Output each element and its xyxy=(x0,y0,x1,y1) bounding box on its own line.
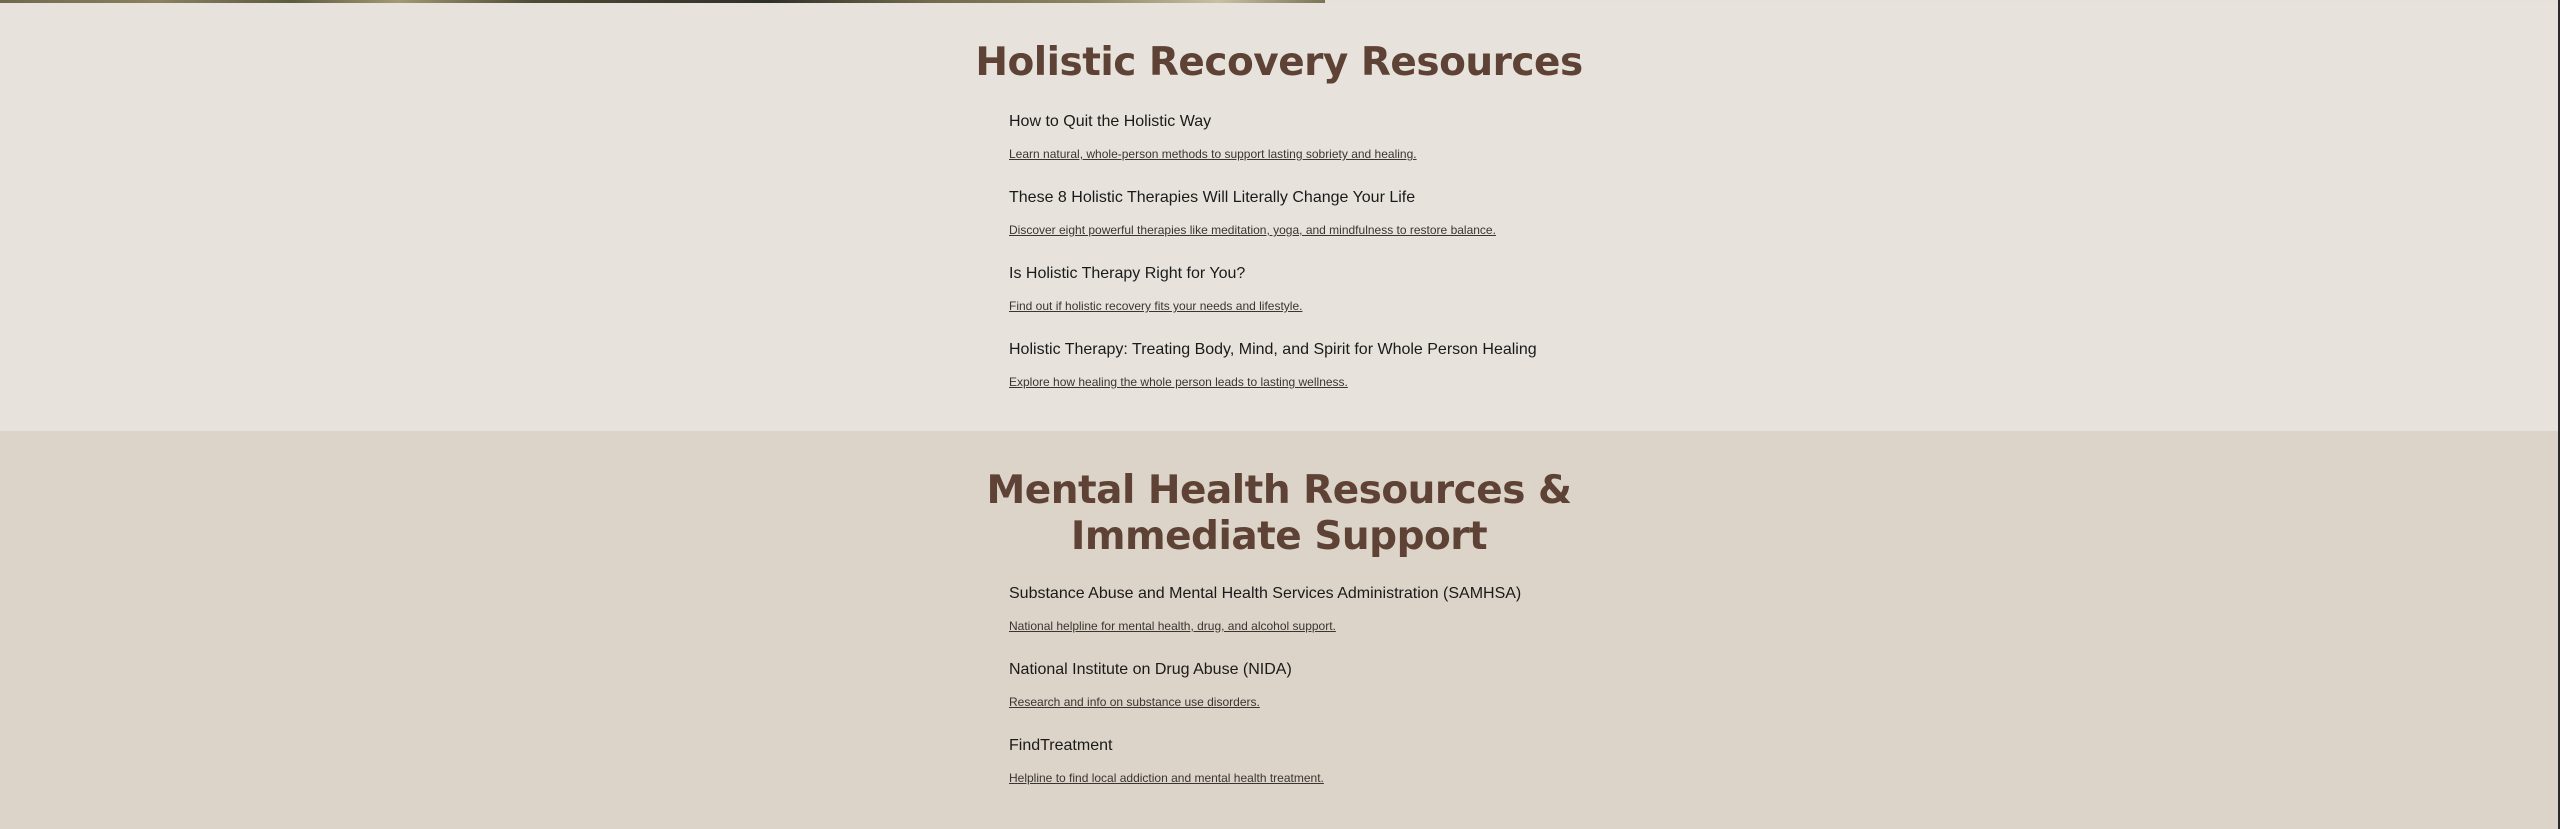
resource-item xyxy=(1009,736,1709,812)
mental-section-title: Mental Health Resources & Immediate Support xyxy=(986,468,1572,559)
resource-title: FindTreatment xyxy=(1009,737,1113,754)
resource-title: National Institute on Drug Abuse (NIDA) xyxy=(1009,661,1292,678)
resource-title: Holistic Therapy: Treating Body, Mind, and Spirit for Whole Person Healing xyxy=(1009,341,1537,358)
holistic-resource-list xyxy=(1009,112,1709,416)
mental-health-section xyxy=(0,431,2558,829)
resource-link[interactable]: Discover eight powerful therapies like meditation, yoga, and mindfulness to restore balance. xyxy=(1009,223,1496,237)
resource-link[interactable]: Helpline to find local addiction and mental health treatment. xyxy=(1009,771,1324,785)
resource-item xyxy=(1009,584,1709,660)
resource-link[interactable]: Research and info on substance use disorders. xyxy=(1009,695,1260,709)
resource-item xyxy=(1009,264,1709,340)
holistic-section-title: Holistic Recovery Resources xyxy=(975,40,1583,85)
resource-item xyxy=(1009,340,1709,416)
resource-item xyxy=(1009,660,1709,736)
resource-link[interactable]: Explore how healing the whole person leads to lasting wellness. xyxy=(1009,375,1348,389)
resource-item xyxy=(1009,112,1709,188)
resource-link[interactable]: Find out if holistic recovery fits your needs and lifestyle. xyxy=(1009,299,1303,313)
holistic-recovery-section xyxy=(0,3,2558,431)
resource-title: How to Quit the Holistic Way xyxy=(1009,113,1212,130)
resource-item xyxy=(1009,188,1709,264)
resource-title: Is Holistic Therapy Right for You? xyxy=(1009,265,1246,282)
resource-title: These 8 Holistic Therapies Will Literally Change Your Life xyxy=(1009,189,1416,206)
resource-title: Substance Abuse and Mental Health Services Administration (SAMHSA) xyxy=(1009,585,1522,602)
resource-link[interactable]: National helpline for mental health, drug, and alcohol support. xyxy=(1009,619,1336,633)
mental-resource-list xyxy=(1009,584,1709,812)
resource-link[interactable]: Learn natural, whole-person methods to support lasting sobriety and healing. xyxy=(1009,147,1417,161)
